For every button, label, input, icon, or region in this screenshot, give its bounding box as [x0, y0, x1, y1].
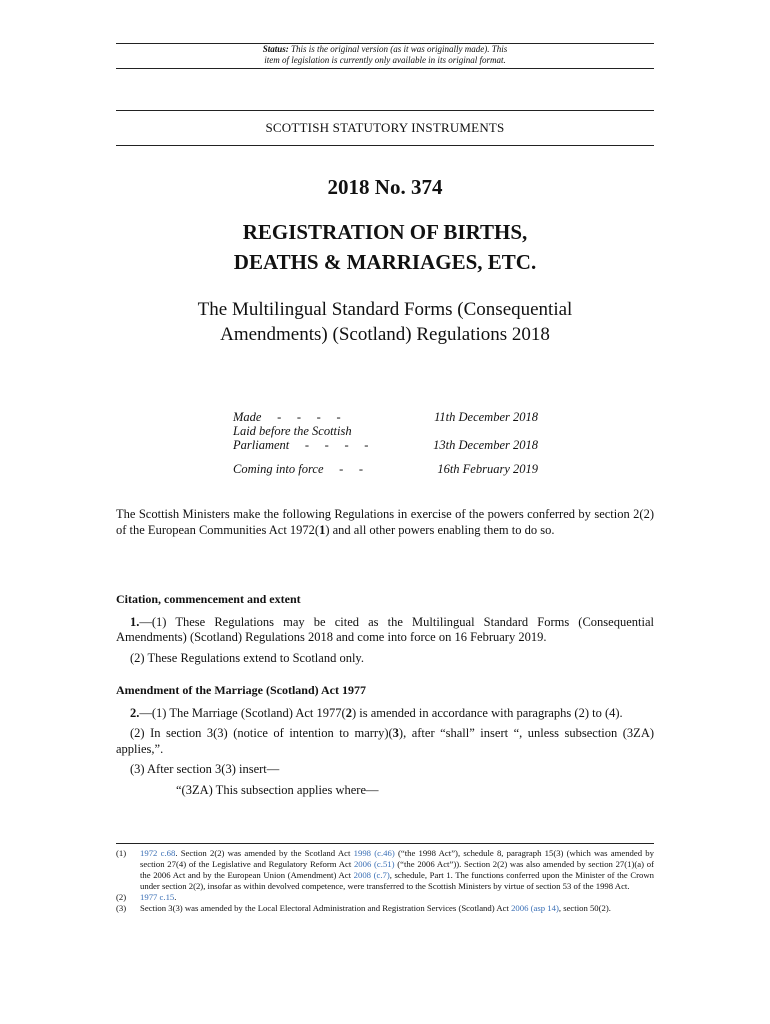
status-notice [116, 44, 654, 66]
regulations-title [116, 297, 654, 347]
footnote-text [140, 848, 654, 892]
section-1-number: 1. [130, 614, 140, 629]
section-2-para-2-text-a: (2) In section 3(3) (notice of intention to marry)( [130, 726, 393, 740]
date-laid-label-1: Laid before the Scottish [233, 424, 352, 438]
footnote-text-part: (“the 2006 Act”)). Section 2(2) was also amended by section 27(1)(a) of the 2006 Act and by the European Union (Amendment) Act [140, 859, 654, 880]
footnote-2 [116, 892, 654, 903]
footnote-number: (2) [116, 892, 127, 902]
footnote-number: (1) [116, 848, 127, 858]
date-force-label: Coming into force - - [233, 462, 364, 476]
section-2-para-2 [116, 726, 654, 757]
footnote-link[interactable]: 1977 c.15 [140, 892, 175, 902]
instrument-series: SCOTTISH STATUTORY INSTRUMENTS [265, 120, 505, 135]
footnote-link[interactable]: 2006 (c.51) [353, 859, 395, 869]
footnote-1 [116, 848, 654, 892]
date-made-label: Made - - - - [233, 410, 341, 424]
section-2-heading: Amendment of the Marriage (Scotland) Act 1977 [116, 683, 366, 697]
subject-heading [116, 217, 654, 277]
section-2-footnote-ref-2[interactable]: 2 [345, 705, 352, 720]
footnote-link[interactable]: 1972 c.68 [140, 848, 176, 858]
section-2-para-1 [116, 706, 654, 722]
footnote-number: (3) [116, 903, 127, 913]
footnotes [116, 848, 654, 914]
footnote-text-part: . Section 2(2) was amended by the Scotland Act [175, 848, 354, 858]
section-2-number: 2. [130, 705, 140, 720]
title-line-1: The Multilingual Standard Forms (Consequential [197, 299, 573, 320]
footnote-text-part: , schedule, Part 1. The functions conferred upon the Minister of the Crown under section 2(2), insofar as within devolved competence, were transferred to the Scottish Ministers by virtue of section 53 of the 1998 Act. [140, 870, 654, 891]
footnote-text [140, 892, 654, 903]
section-2-para-1-text-a: —(1) The Marriage (Scotland) Act 1977( [139, 705, 346, 720]
status-label: Status: [262, 44, 289, 54]
subject-line-2: DEATHS & MARRIAGES, ETC. [233, 250, 537, 274]
status-bottom-rule [116, 68, 654, 69]
preamble-footnote-ref[interactable]: 1 [319, 522, 326, 537]
footnote-text-part: (“the 1998 Act”), schedule 8, paragraph 15(3) (which was amended by section 27(4) of the Legislative and Regulatory Reform Act [140, 848, 654, 869]
section-1-heading: Citation, commencement and extent [116, 592, 301, 606]
footnote-text-part: . [174, 892, 177, 902]
footnote-link[interactable]: 2008 (c.7) [353, 870, 390, 880]
footnote-3 [116, 903, 654, 914]
date-laid-label-row [233, 424, 538, 438]
series-top-rule [116, 110, 654, 111]
section-1-para-1-text: —(1) These Regulations may be cited as the Multilingual Standard Forms (Consequential Amendments) (Scotland) Regulations 2018 and come into force on 16 February 2019. [116, 614, 654, 644]
subject-line-1: REGISTRATION OF BIRTHS, [242, 220, 528, 244]
section-2-para-1-text-b: ) is amended in accordance with paragraphs (2) to (4). [351, 705, 623, 720]
title-line-2: Amendments) (Scotland) Regulations 2018 [220, 324, 550, 345]
section-2-para-3: (3) After section 3(3) insert— [130, 762, 280, 776]
footnote-text-part: , section 50(2). [558, 903, 611, 913]
section-2-para-2-text-b: ), after “shall” insert “, unless subsection (3ZA) applies,”. [116, 726, 655, 756]
status-line-2: item of legislation is currently only available in its original format. [264, 55, 506, 65]
date-made-value: 11th December 2018 [434, 410, 538, 424]
section-2-footnote-ref-3[interactable]: 3 [392, 726, 399, 740]
footnote-link[interactable]: 1998 (c.46) [353, 848, 395, 858]
date-laid-value: 13th December 2018 [433, 438, 538, 452]
section-1-para-1 [116, 615, 654, 646]
footnotes-rule [116, 843, 654, 844]
series-bottom-rule [116, 145, 654, 146]
footnote-text-part: Section 3(3) was amended by the Local Electoral Administration and Registration Services (Scotland) Act [140, 903, 512, 913]
date-laid-label-2: Parliament - - - - [233, 438, 369, 452]
status-line-1: This is the original version (as it was originally made). This [291, 44, 508, 54]
section-1 [116, 592, 654, 666]
footnote-link[interactable]: 2006 (asp 14) [511, 903, 559, 913]
date-made-row [233, 410, 538, 424]
date-force-value: 16th February 2019 [437, 462, 538, 476]
date-laid-row [233, 438, 538, 452]
inserted-text-quote: “(3ZA) This subsection applies where— [176, 782, 379, 797]
preamble [116, 507, 654, 538]
section-1-para-2: (2) These Regulations extend to Scotland only. [130, 650, 364, 665]
date-force-row [233, 462, 538, 476]
section-2 [116, 683, 654, 798]
dates-block [233, 410, 538, 476]
instrument-number: 2018 No. 374 [327, 175, 443, 199]
footnote-text [140, 903, 654, 914]
preamble-text-b: ) and all other powers enabling them to do so. [325, 522, 555, 537]
preamble-text-a: The Scottish Ministers make the following Regulations in exercise of the powers conferred by section 2(2) of the European Communities Act 1972( [116, 507, 654, 537]
